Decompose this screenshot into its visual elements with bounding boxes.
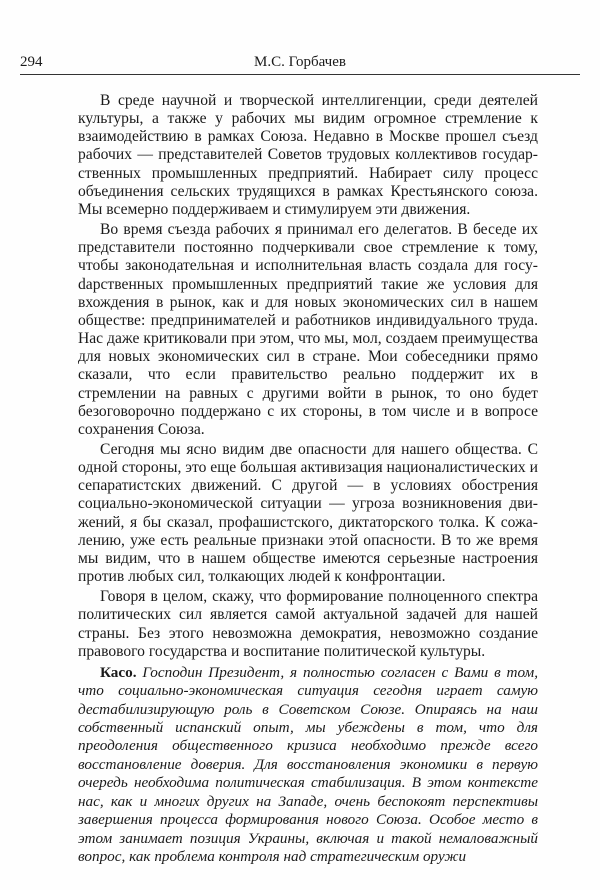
- paragraph: Говоря в целом, скажу, что формирование полноценного спектра политических сил является самой актуальной задачей для нашей страны. Без этого невозможна демократия, невозможно создание правового государства и воспитание политической культуры.: [78, 588, 538, 660]
- paragraph: Во время съезда рабочих я принимал его делегатов. В беседе их представители постоянно подчеркивали свое стремление к тому, чтобы законодательная и исполнительная власть создала для госуdарственных промышленных предприятий такие же условия для вхождения в рынок, как и для новых экономических сил в нашем обществе: предпринимателей и работников индивидуального труда. Нас даже критиковали при этом, что мы, мол, создаем преимущества для новых экономических сил в стране. Мои собеседники прямо сказали, что если правительство реально поддержит их в стремлении на равных с другими войти в рынок, то оно будет безоговорочно поддержано с их стороны, в том числе и в вопросе сохранения Союза.: [78, 221, 538, 438]
- speaker-name: Касо.: [100, 663, 137, 681]
- page-number: 294: [20, 54, 43, 70]
- paragraph: Сегодня мы ясно видим две опасности для нашего общества. С одной стороны, это еще большая активизация националистических и сепаратистских движений. С другой — в условиях обострения социально-экономической ситуации — угроза возникновения движений, я бы сказал, профашистского, диктаторского толка. К сожалению, уже есть реальные признаки этой опасности. В то же время мы видим, что в нашем обществе имеются серьезные настроения против любых сил, толкающих людей к конфронтации.: [78, 440, 538, 586]
- reply-text: Господин Президент, я полностью согласен с Вами в том, что социально-экономическая ситуация сегодня играет самую дестабилизирующую роль в Советском Союзе. Опираясь на наш собственный испанский опыт, мы убеждены в том, что для преодоления общественного кризиса необходимо прежде всего восстановление доверия. Для восстановления экономики в первую очередь необходима политическая стабилизация. В этом контексте нас, как и многих других на Западе, очень беспокоят перспективы завершения процесса формирования нового Союза. Особое место в этом занимает позиция Украины, включая и такой немаловажный вопрос, как проблема контроля над стратегическим оружи: [78, 663, 539, 865]
- paragraph: В среде научной и творческой интеллигенции, среди деятелей культуры, а также у рабочих мы видим огромное стремление к взаимодействию в рамках Союза. Недавно в Москве прошел съезд рабочих — представителей Советов трудовых коллективов государственных промышленных предприятий. Набирает силу процесс объединения сельских трудящихся в рамках Крестьянского союза. Мы всемерно поддерживаем и стимулируем эти движения.: [78, 92, 538, 218]
- header-rule: [20, 74, 580, 75]
- dialogue-reply: [78, 664, 538, 866]
- page-header: [20, 52, 580, 72]
- running-head: М.С. Горбачев: [254, 54, 346, 70]
- body-text: [78, 92, 538, 866]
